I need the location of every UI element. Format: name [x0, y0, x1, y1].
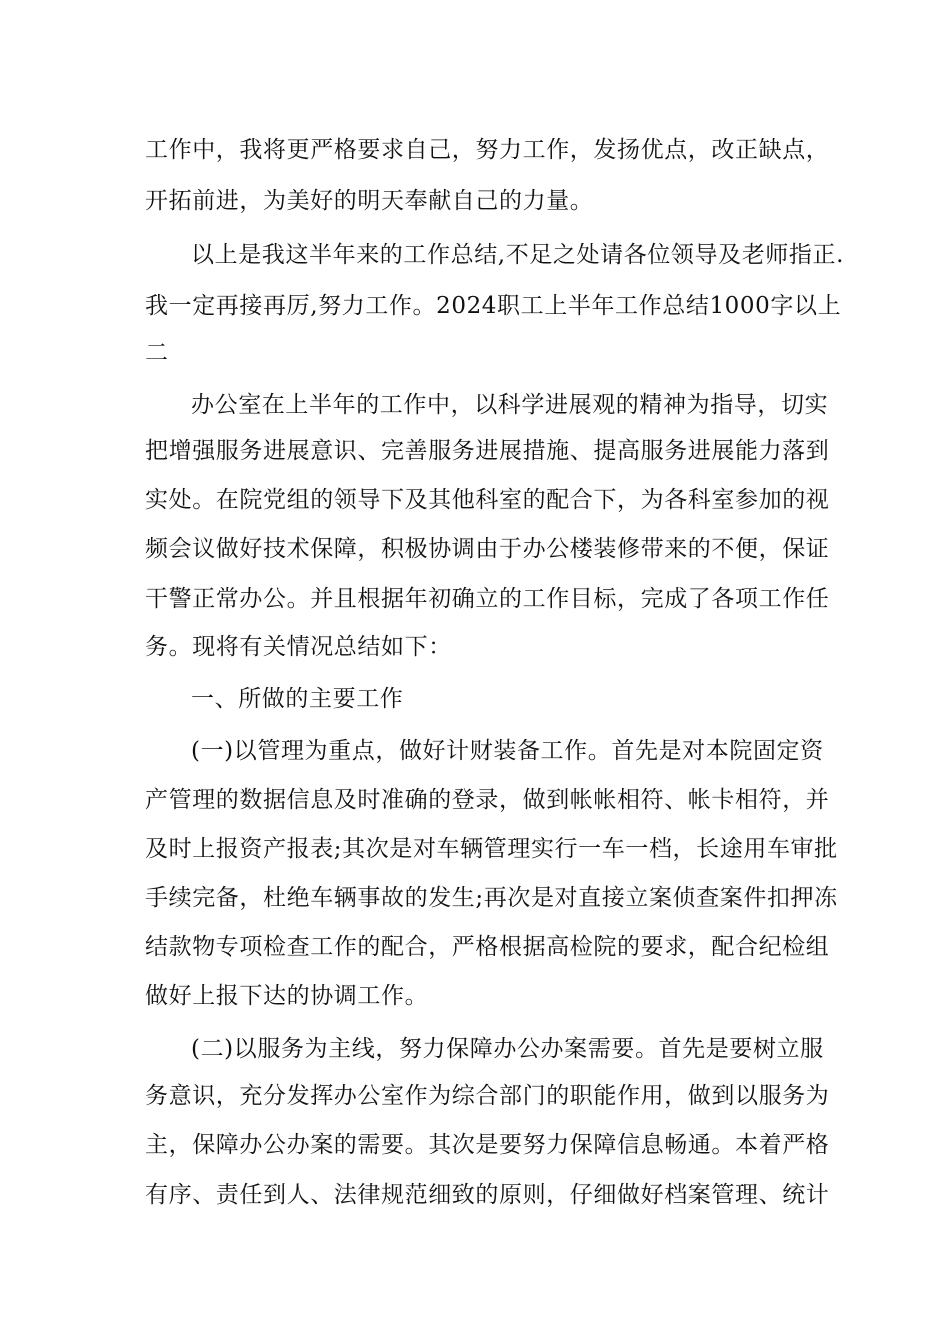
text-line: 产管理的数据信息及时准确的登录，做到帐帐相符、帐卡相符，并 — [145, 787, 830, 813]
text-line: 有序、责任到人、法律规范细致的原则，仔细做好档案管理、统计 — [145, 1182, 830, 1208]
text-line: 主，保障办公办案的需要。其次是要努力保障信息畅通。本着严格 — [145, 1132, 830, 1158]
text-line: 工作中，我将更严格要求自己，努力工作，发扬优点，改正缺点， — [145, 137, 830, 163]
text-line: 以上是我这半年来的工作总结,不足之处请各位领导及老师指正. — [191, 242, 845, 268]
text-line: 干警正常办公。并且根据年初确立的工作目标，完成了各项工作任 — [145, 586, 830, 612]
text-line: 及时上报资产报表;其次是对车辆管理实行一车一档，长途用车审批 — [145, 836, 838, 862]
text-line: 做好上报下达的协调工作。 — [145, 983, 429, 1009]
text-line: 实处。在院党组的领导下及其他科室的配合下，为各科室参加的视 — [145, 487, 830, 513]
text-line: 频会议做好技术保障，积极协调由于办公楼装修带来的不便，保证 — [145, 536, 830, 562]
text-line: 务。现将有关情况总结如下： — [145, 634, 452, 660]
section-heading: 一、所做的主要工作 — [191, 686, 404, 712]
text-line: 手续完备，杜绝车辆事故的发生;再次是对直接立案侦查案件扣押冻 — [145, 885, 838, 911]
text-line: 把增强服务进展意识、完善服务进展措施、提高服务进展能力落到 — [145, 438, 830, 464]
text-line: (一)以管理为重点，做好计财装备工作。首先是对本院固定资 — [191, 738, 824, 764]
text-line: (二)以服务为主线，努力保障办公办案需要。首先是要树立服 — [191, 1036, 824, 1062]
text-line: 结款物专项检查工作的配合，严格根据高检院的要求，配合纪检组 — [145, 934, 830, 960]
text-line: 我一定再接再厉,努力工作。2024职工上半年工作总结1000字以上 — [145, 293, 842, 319]
text-line: 务意识，充分发挥办公室作为综合部门的职能作用，做到以服务为 — [145, 1083, 830, 1109]
text-line: 办公室在上半年的工作中，以科学进展观的精神为指导，切实 — [191, 392, 829, 418]
text-line: 开拓前进，为美好的明天奉献自己的力量。 — [145, 188, 594, 214]
text-line: 二 — [145, 340, 169, 366]
